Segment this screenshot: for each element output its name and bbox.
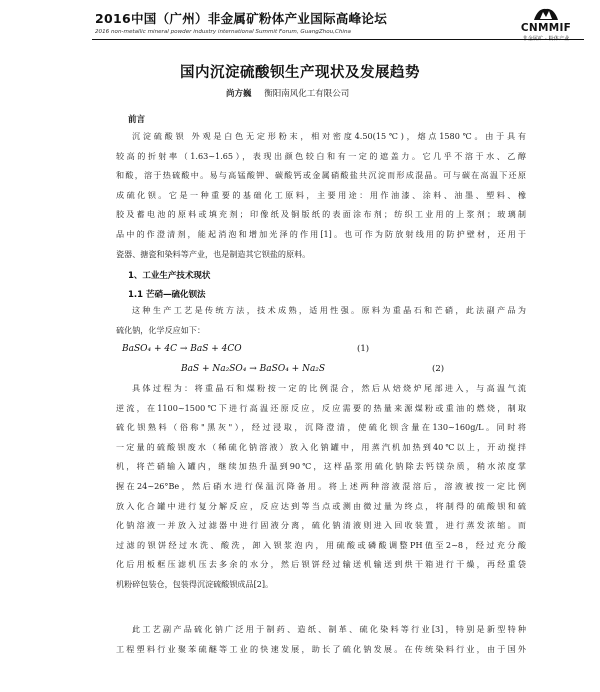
text-line: 品中的作澄清剂，能起消泡和增加光泽的作用[1]。也可作为防放射线用的防护壁材，还用于: [116, 228, 526, 239]
conference-title: 2016中国（广州）非金属矿粉体产业国际高峰论坛: [95, 11, 387, 26]
text-line: 这种生产工艺是传统方法，技术成熟，适用性强。原料为重晶石和芒硝，此法副产品为: [132, 305, 526, 315]
equation-1-number: (1): [357, 344, 370, 354]
text-line: 一定量的硫酸钡废水（稀硫化钠溶液）放入化钠罐中，用蒸汽机加热到40℃以上，开动搅拌: [116, 441, 526, 452]
author-line: [226, 87, 349, 99]
author-name: 尚方巍: [226, 89, 252, 99]
text-line: 胶及蓄电池的原料或填充剂；印像纸及铜版纸的表面涂布剂；纺织工业用的上浆剂；玻璃制: [116, 209, 526, 220]
text-line: 沉淀硫酸钡 外观是白色无定形粉末，相对密度4.50(15℃)，熔点1580℃。由于具有: [132, 131, 526, 141]
text-line: 放入化合罐中进行复分解反应，反应达到等当点或测由微过量为终点，将制得的硫酸钡和硫: [116, 500, 526, 511]
logo-name: CNMMIF: [520, 22, 572, 34]
text-line: 较高的折射率（1.63~1.65），表现出颜色较白和有一定的遮盖力。它几乎不溶于水、乙醇: [116, 150, 526, 161]
closing-paragraph: [116, 620, 526, 659]
text-line: 化钠溶液一并放入过滤器中进行固液分离，硫化钠清液则进入回收装置，进行蒸发浓缩。而: [116, 520, 526, 531]
method-intro-paragraph: [116, 301, 526, 340]
text-line: 机粉碎包装仓，包装得沉淀硫酸钡成品[2]。: [116, 578, 274, 589]
text-line: 具体过程为：将重晶石和煤粉按一定的比例混合，然后从焙烧炉尾部进入，与高温气流: [132, 383, 526, 393]
equation-2-number: (2): [432, 364, 445, 374]
text-line: 硫化钠，化学反应如下：: [116, 324, 206, 335]
text-line: 工程塑料行业聚苯硫醚等工业的快速发展，助长了硫化钠发展。在传统染料行业，由于国外: [116, 643, 526, 654]
header-divider: [92, 39, 584, 40]
text-line: 成硫化钡。它是一种重要的基础化工原料，主要用途：用作油漆、涂料、油墨、塑料、橡: [116, 189, 526, 200]
conference-subtitle: 2016 non-metallic mineral powder industry international Summit Forum, GuangZhou,China: [95, 29, 351, 35]
text-line: 硫化钡熟料（俗称"黑灰"），经过浸取，沉降澄清，使硫化钡含量在130~160g/L。同时将: [116, 422, 526, 433]
text-line: 握在24~26°Be，然后硝水进行保温沉降备用。将上述两种溶液混溶后，溶液被按一定比例: [116, 480, 526, 491]
text-line: 化后用板框压滤机压去多余的水分，然后钡饼经过输送机输送到烘干箱进行干燥，再经重袋: [116, 559, 526, 570]
text-line: 逆流，在1100~1500℃下进行高温还原反应，反应需要的热量来源煤粉或重油的燃烧，制取: [116, 402, 526, 413]
logo-tagline: 非金属矿 · 粉体产业: [522, 36, 570, 42]
author-affiliation: 衡阳南风化工有限公司: [264, 89, 350, 99]
text-line: 过滤的钡饼经过水洗、酸洗，卸入钡浆泡内，用硫酸或磷酸调整PH值至2~8，经过充分酸: [116, 539, 526, 550]
equation-1: BaSO₄ + 4C → BaS + 4CO: [122, 344, 242, 354]
process-paragraph: [116, 379, 526, 595]
equation-2: BaS + Na₂SO₄ → BaSO₄ + Na₂S: [181, 364, 326, 374]
text-line: 此工艺副产品硫化钠广泛用于制药、造纸、制革、硫化染料等行业[3]，特别是新型特种: [132, 624, 526, 634]
subsection-heading: 1.1 芒硝—硫化钡法: [128, 290, 206, 300]
text-line: 机，将芒硝输入罐内，继续加热升温到90℃，这样晶浆用硫化钠除去钙镁杂质，稍水浓度掌: [116, 461, 526, 472]
conference-logo: [510, 6, 582, 46]
section-heading: 1、工业生产技术现状: [128, 271, 211, 281]
logo-emblem-icon: [510, 6, 582, 22]
text-line: 瓷器、搪瓷和染料等产业，也是制造其它钡盐的原料。: [116, 248, 311, 259]
text-line: 和酸，溶于热硫酸中。易与高锰酸钾、碳酸钙或金属硝酸盐共沉淀而形成混晶。可与碳在高温下还原: [116, 170, 526, 181]
preface-paragraph: [116, 127, 526, 264]
paper-title: 国内沉淀硫酸钡生产现状及发展趋势: [180, 65, 420, 81]
preface-heading: 前言: [128, 115, 146, 125]
